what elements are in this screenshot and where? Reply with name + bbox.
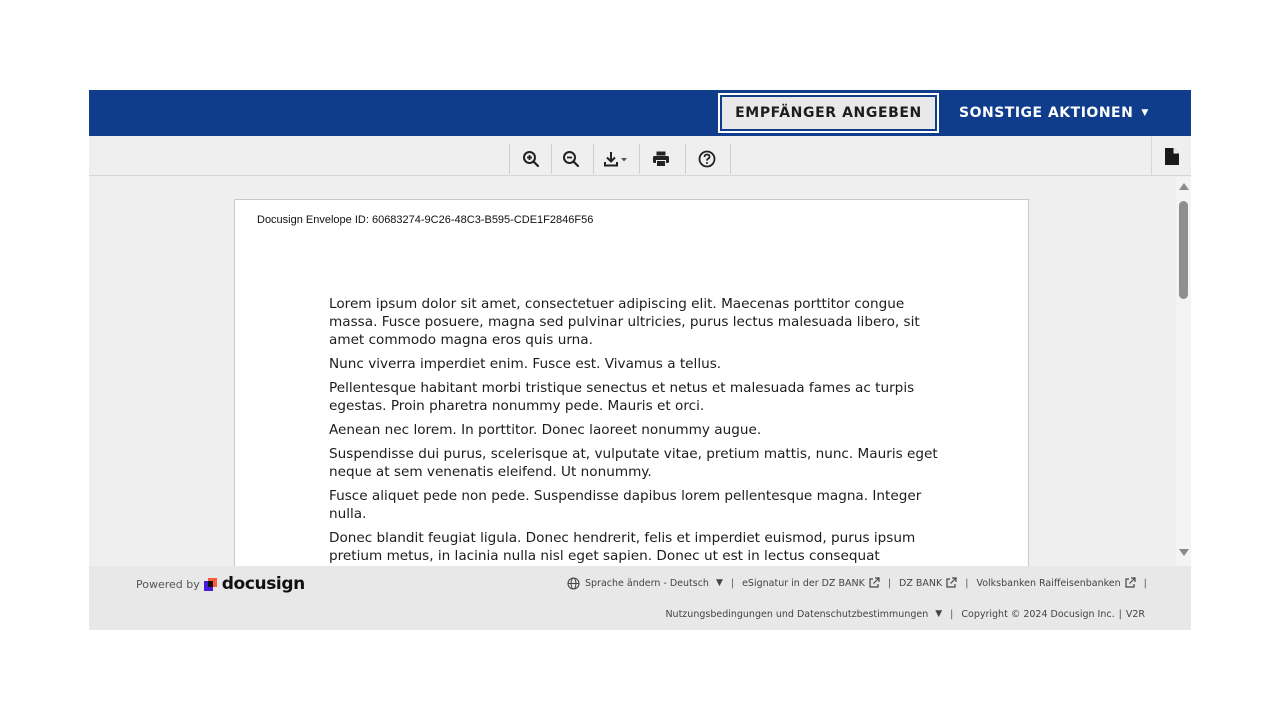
help-icon [698, 150, 716, 168]
document-panel-button[interactable] [1151, 136, 1191, 176]
help-button[interactable] [688, 144, 726, 174]
download-icon [603, 150, 629, 168]
print-icon [652, 150, 670, 168]
footer-separator: | [1143, 577, 1147, 589]
zoom-out-icon [562, 150, 580, 168]
document-paragraph: Aenean nec lorem. In porttitor. Donec laoreet nonummy augue. [329, 422, 762, 438]
external-link-icon [945, 577, 957, 589]
document-paragraph: Suspendisse dui purus, scelerisque at, vulputate vitae, pretium mattis, nunc. Mauris eget neque at sem venenatis eleifend. Ut nonummy. [329, 446, 938, 480]
caret-down-icon: ▼ [1141, 108, 1149, 118]
footer-separator: | [730, 577, 735, 589]
caret-down-icon: ▼ [935, 609, 943, 619]
specify-recipients-button[interactable] [718, 93, 939, 133]
document-paragraph: Lorem ipsum dolor sit amet, consectetuer adipiscing elit. Maecenas porttitor congue massa. Fusce posuere, magna sed pulvinar ultricies, purus lectus malesuada libero, sit amet commodo magna eros quis urna. [329, 296, 920, 348]
specify-recipients-label: EMPFÄNGER ANGEBEN [722, 97, 935, 129]
globe-icon [567, 577, 580, 590]
document-page [234, 199, 1029, 599]
caret-down-icon: ▼ [715, 578, 723, 588]
print-button[interactable] [642, 144, 680, 174]
toolbar-divider [685, 144, 686, 174]
terms-dropdown[interactable]: Nutzungsbedingungen und Datenschutzbestimmungen [665, 608, 929, 620]
vertical-scrollbar[interactable] [1176, 177, 1191, 566]
footer-separator: | [950, 608, 954, 620]
envelope-id-text: Docusign Envelope ID: 60683274-9C26-48C3-B595-CDE1F2846F56 [257, 214, 594, 226]
toolbar-divider [509, 144, 510, 174]
volksbanken-link[interactable]: Volksbanken Raiffeisenbanken [976, 577, 1121, 589]
external-link-icon [868, 577, 880, 589]
toolbar-divider [593, 144, 594, 174]
version-text: V2R [1125, 608, 1145, 620]
document-viewer [89, 177, 1191, 566]
download-button[interactable] [596, 144, 636, 174]
document-paragraph: Nunc viverra imperdiet enim. Fusce est. Vivamus a tellus. [329, 356, 722, 372]
zoom-in-button[interactable] [512, 144, 550, 174]
scroll-up-arrow-icon[interactable] [1179, 183, 1189, 190]
docusign-logo-text: docusign [221, 574, 305, 594]
external-link-icon [1124, 577, 1136, 589]
document-toolbar [89, 136, 1191, 176]
scrollbar-thumb[interactable] [1179, 201, 1188, 299]
footer-separator: | [1118, 608, 1122, 620]
toolbar-divider [730, 144, 731, 174]
language-selector[interactable]: Sprache ändern - Deutsch [585, 577, 709, 589]
other-actions-button[interactable] [959, 90, 1149, 136]
other-actions-label: SONSTIGE AKTIONEN [959, 105, 1134, 121]
footer [89, 566, 1191, 630]
toolbar-divider [639, 144, 640, 174]
scroll-down-arrow-icon[interactable] [1179, 549, 1189, 556]
powered-by-label: Powered by [136, 577, 200, 591]
footer-legal-row [665, 606, 1145, 622]
document-paragraph: Fusce aliquet pede non pede. Suspendisse dapibus lorem pellentesque magna. Integer nulla. [329, 488, 922, 522]
zoom-in-icon [522, 150, 540, 168]
powered-by-docusign [136, 574, 305, 594]
footer-links-row [567, 574, 1155, 592]
document-icon [1165, 148, 1179, 165]
top-action-bar [89, 90, 1191, 136]
document-paragraph: Donec blandit feugiat ligula. Donec hendrerit, felis et imperdiet euismod, purus ipsum pretium metus, in lacinia nulla nisl eget sapien. Donec ut est in lectus consequat [329, 530, 916, 564]
docusign-window [89, 90, 1191, 630]
copyright-text: Copyright © 2024 Docusign Inc. [961, 608, 1115, 620]
dz-bank-link[interactable]: DZ BANK [899, 577, 943, 589]
esignatur-link[interactable]: eSignatur in der DZ BANK [742, 577, 865, 589]
docusign-logo-icon [204, 578, 217, 591]
footer-separator: | [965, 577, 969, 589]
document-paragraph: Pellentesque habitant morbi tristique senectus et netus et malesuada fames ac turpis egestas. Proin pharetra nonummy pede. Mauris et orci. [329, 380, 915, 414]
footer-separator: | [887, 577, 892, 589]
zoom-out-button[interactable] [552, 144, 590, 174]
